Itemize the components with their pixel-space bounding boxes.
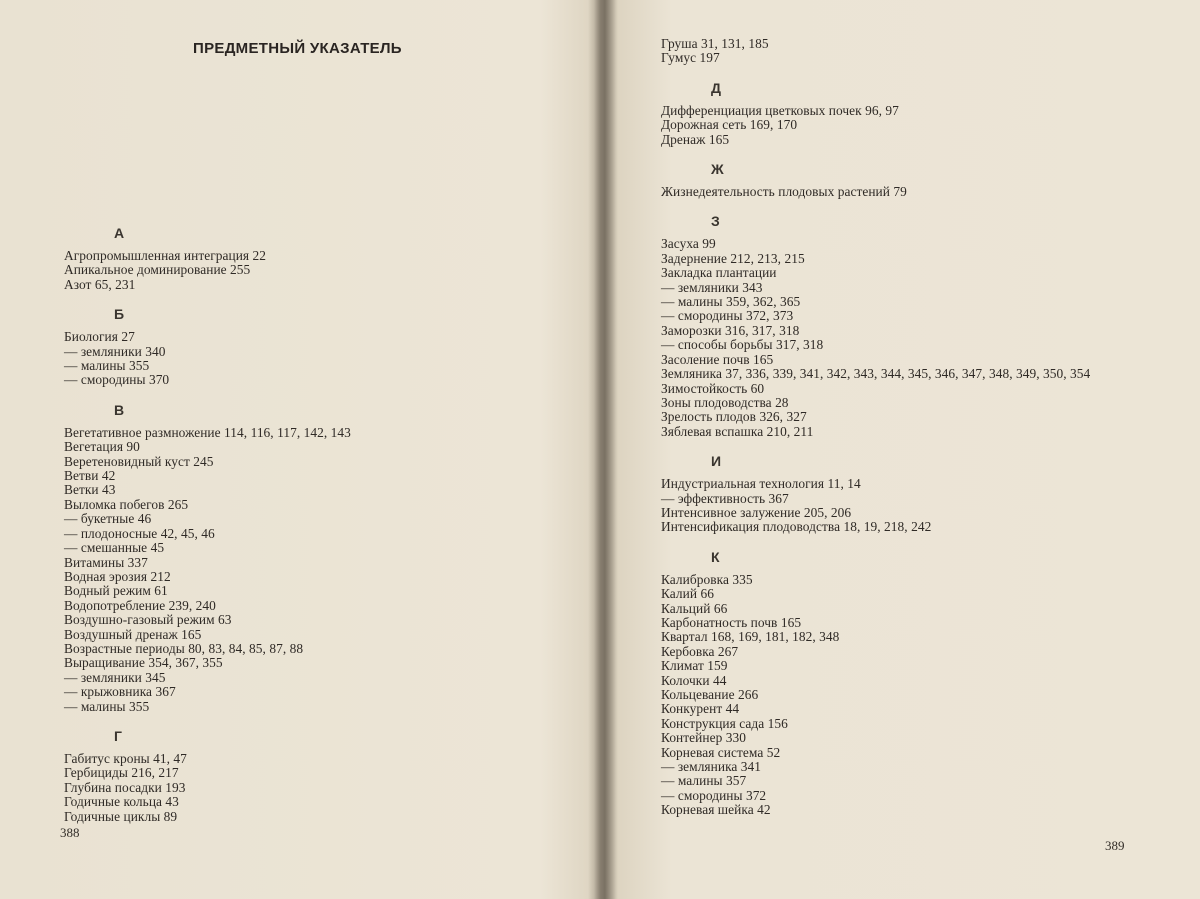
- index-section: [661, 185, 1191, 199]
- index-entry: Зоны плодоводства 28: [661, 394, 789, 410]
- section-letter: К: [711, 548, 720, 565]
- section-letter: Д: [711, 79, 721, 96]
- left-page-number: 388: [60, 825, 80, 840]
- index-entry: — земляники 345: [64, 669, 166, 685]
- index-section: [661, 104, 1191, 147]
- index-entry: Воздушный дренаж 165: [64, 626, 202, 642]
- index-section: [64, 330, 564, 388]
- index-entry: Кольцевание 266: [661, 687, 759, 702]
- index-entry: Квартал 168, 169, 181, 182, 348: [661, 629, 840, 645]
- index-entry: Дорожная сеть 169, 170: [661, 117, 798, 133]
- index-entry: Зяблевая вспашка 210, 211: [661, 423, 814, 439]
- index-entry: — малины 359, 362, 365: [661, 294, 801, 310]
- index-entry: Апикальное доминирование 255: [64, 262, 251, 278]
- section-letter: А: [114, 225, 125, 241]
- index-entry: Вегетация 90: [64, 439, 140, 455]
- right-page: [605, 0, 1200, 899]
- index-entry: Калибровка 335: [661, 571, 753, 587]
- index-entry: — малины 355: [64, 358, 150, 374]
- index-entry: Засуха 99: [661, 236, 716, 252]
- index-entry: Конструкция сада 156: [661, 715, 788, 731]
- index-entry: Вегетативное размножение 114, 116, 117, 142, 143: [64, 424, 351, 440]
- index-entry: Карбонатность почв 165: [661, 614, 802, 630]
- index-entry: Дренаж 165: [661, 131, 730, 147]
- index-entry: — смородины 370: [64, 372, 170, 388]
- index-entry: Водопотребление 239, 240: [64, 597, 216, 613]
- index-entry: Задернение 212, 213, 215: [661, 250, 805, 266]
- left-index-column: [64, 225, 564, 838]
- index-entry: Гумус 197: [661, 50, 720, 66]
- index-section: [64, 249, 564, 292]
- index-entry: Агропромышленная интеграция 22: [64, 248, 267, 263]
- right-index-column: [661, 37, 1191, 832]
- index-entry: — земляники 340: [64, 343, 166, 359]
- section-letter: Ж: [711, 161, 724, 178]
- index-entry: Корневая система 52: [661, 744, 781, 760]
- index-entry: — смородины 372, 373: [661, 308, 794, 324]
- index-entry: — эффективность 367: [661, 490, 789, 506]
- index-entry: Корневая шейка 42: [661, 802, 771, 818]
- index-entry: Гербициды 216, 217: [64, 765, 179, 781]
- index-entry: Дифференциация цветковых почек 96, 97: [661, 102, 899, 118]
- index-entry: — способы борьбы 317, 318: [661, 337, 824, 353]
- index-entry: Контейнер 330: [661, 730, 746, 746]
- index-entry: Заморозки 316, 317, 318: [661, 322, 800, 338]
- index-entry: Выращивание 354, 367, 355: [64, 655, 223, 671]
- index-heading: ПРЕДМЕТНЫЙ УКАЗАТЕЛЬ: [193, 40, 402, 57]
- index-entry: Витамины 337: [64, 554, 148, 570]
- index-entry: — смешанные 45: [64, 540, 165, 556]
- index-entry: Жизнедеятельность плодовых растений 79: [661, 184, 907, 200]
- index-section: [64, 752, 564, 824]
- index-entry: — малины 357: [661, 773, 747, 789]
- index-entry: — земляника 341: [661, 759, 762, 775]
- index-entry: — букетные 46: [64, 511, 152, 527]
- index-entry: Зрелость плодов 326, 327: [661, 409, 807, 425]
- index-entry: Выломка побегов 265: [64, 496, 189, 512]
- index-entry: Климат 159: [661, 658, 728, 674]
- section-letter: В: [114, 401, 125, 418]
- index-entry: Земляника 37, 336, 339, 341, 342, 343, 344, 345, 346, 347, 348, 349, 350, 354: [661, 366, 1091, 382]
- section-letter: Б: [114, 306, 125, 323]
- index-entry: Годичные кольца 43: [64, 794, 179, 810]
- index-entry: Конкурент 44: [661, 701, 740, 717]
- index-entry: Зимостойкость 60: [661, 380, 765, 396]
- index-entry: Колочки 44: [661, 672, 727, 688]
- index-entry: Индустриальная технология 11, 14: [661, 476, 861, 492]
- right-page-number: 389: [1105, 838, 1125, 853]
- index-section: [661, 237, 1191, 439]
- index-entry: Закладка плантации: [661, 265, 777, 281]
- index-entry: Кербовка 267: [661, 643, 739, 659]
- index-section: [661, 573, 1191, 818]
- index-entry: Засоление почв 165: [661, 351, 774, 367]
- index-entry: Кальций 66: [661, 600, 728, 616]
- index-entry: Водная эрозия 212: [64, 568, 171, 584]
- index-entry: Биология 27: [64, 329, 135, 345]
- index-entry: Воздушно-газовый режим 63: [64, 612, 232, 628]
- index-entry: Веретеновидный куст 245: [64, 453, 214, 469]
- index-entry: Азот 65, 231: [64, 276, 136, 292]
- index-entry: Глубина посадки 193: [64, 779, 186, 795]
- index-section: [64, 426, 564, 714]
- index-entry: — земляники 343: [661, 279, 763, 295]
- index-entry: — смородины 372: [661, 787, 767, 803]
- index-entry: — плодоносные 42, 45, 46: [64, 525, 215, 541]
- index-section: [661, 477, 1191, 535]
- index-entry: Водный режим 61: [64, 583, 168, 599]
- index-entry: Интенсивное залужение 205, 206: [661, 504, 852, 520]
- index-entry: — малины 355: [64, 698, 150, 714]
- index-entry: Габитус кроны 41, 47: [64, 750, 187, 766]
- section-letter: З: [711, 213, 720, 230]
- section-letter: И: [711, 453, 722, 470]
- index-entry: Ветви 42: [64, 468, 116, 484]
- index-entry: Ветки 43: [64, 482, 116, 498]
- index-entry: Груша 31, 131, 185: [661, 36, 769, 51]
- section-letter: Г: [114, 727, 122, 744]
- index-entry: Калий 66: [661, 586, 714, 602]
- index-entry: Возрастные периоды 80, 83, 84, 85, 87, 88: [64, 640, 304, 656]
- index-entry: — крыжовника 367: [64, 684, 176, 700]
- index-section: [661, 37, 1191, 66]
- index-entry: Годичные циклы 89: [64, 808, 178, 824]
- index-entry: Интенсификация плодоводства 18, 19, 218, 242: [661, 519, 932, 535]
